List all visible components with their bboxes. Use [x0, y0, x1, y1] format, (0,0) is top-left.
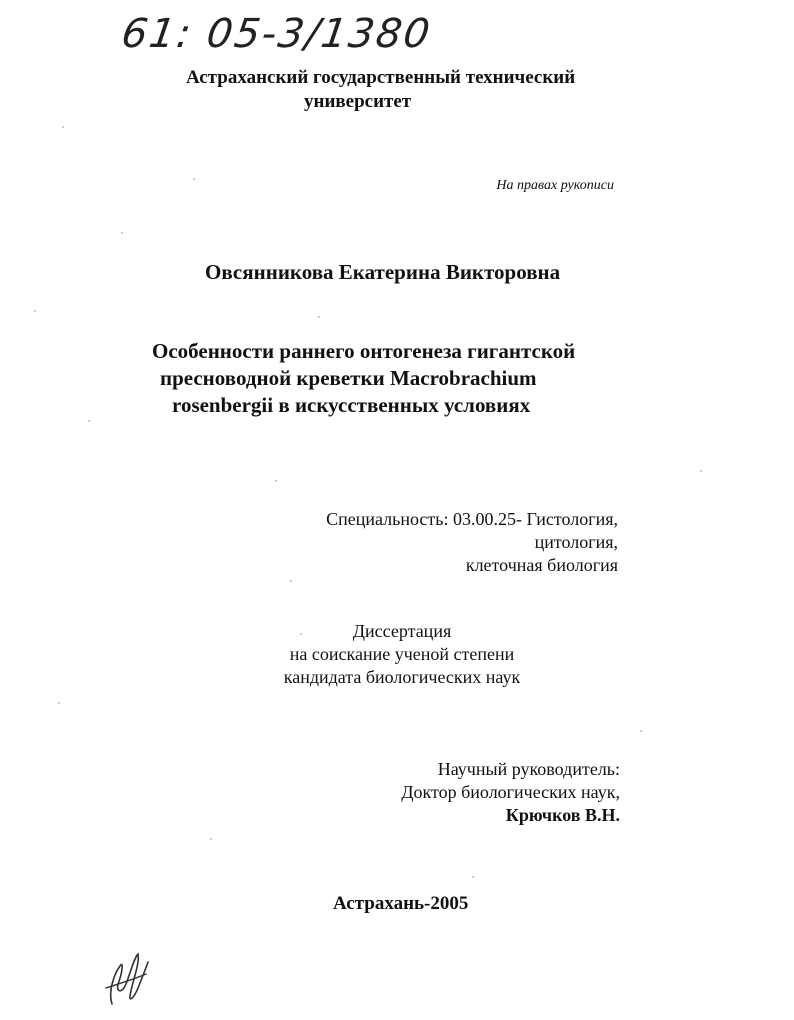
specialty-line-2: цитология,: [534, 532, 618, 552]
archive-code: 61: 05-3/1380: [118, 11, 435, 57]
specialty-line-1: Специальность: 03.00.25- Гистология,: [326, 509, 618, 529]
degree-line-2: на соискание ученой степени: [289, 644, 515, 664]
supervisor-name: Крючков В.Н.: [505, 805, 620, 825]
university-line-2: университет: [304, 91, 412, 112]
supervisor-line-1: Научный руководитель:: [437, 759, 620, 779]
university-line-1: Астраханский государственный технический: [186, 67, 576, 88]
specialty-line-3: клеточная биология: [465, 555, 618, 575]
university-name: [186, 66, 575, 114]
degree-line-1: Диссертация: [352, 621, 452, 641]
title-line-3: rosenbergii в искусственных условиях: [172, 393, 531, 417]
title-line-1: Особенности раннего онтогенеза гигантской: [152, 339, 576, 363]
degree-block: [272, 620, 532, 689]
city-and-year: Астрахань-2005: [333, 893, 469, 914]
author-name: Овсянникова Екатерина Викторовна: [205, 260, 561, 284]
handwritten-signature: [98, 944, 154, 1010]
supervisor-line-2: Доктор биологических наук,: [401, 782, 620, 802]
supervisor-block: [401, 758, 620, 827]
dissertation-title: [152, 338, 575, 419]
title-line-2: пресноводной креветки Macrobrachium: [160, 366, 537, 390]
degree-line-3: кандидата биологических наук: [283, 667, 521, 687]
manuscript-rights-note: На правах рукописи: [496, 178, 614, 193]
specialty-block: [326, 508, 618, 577]
